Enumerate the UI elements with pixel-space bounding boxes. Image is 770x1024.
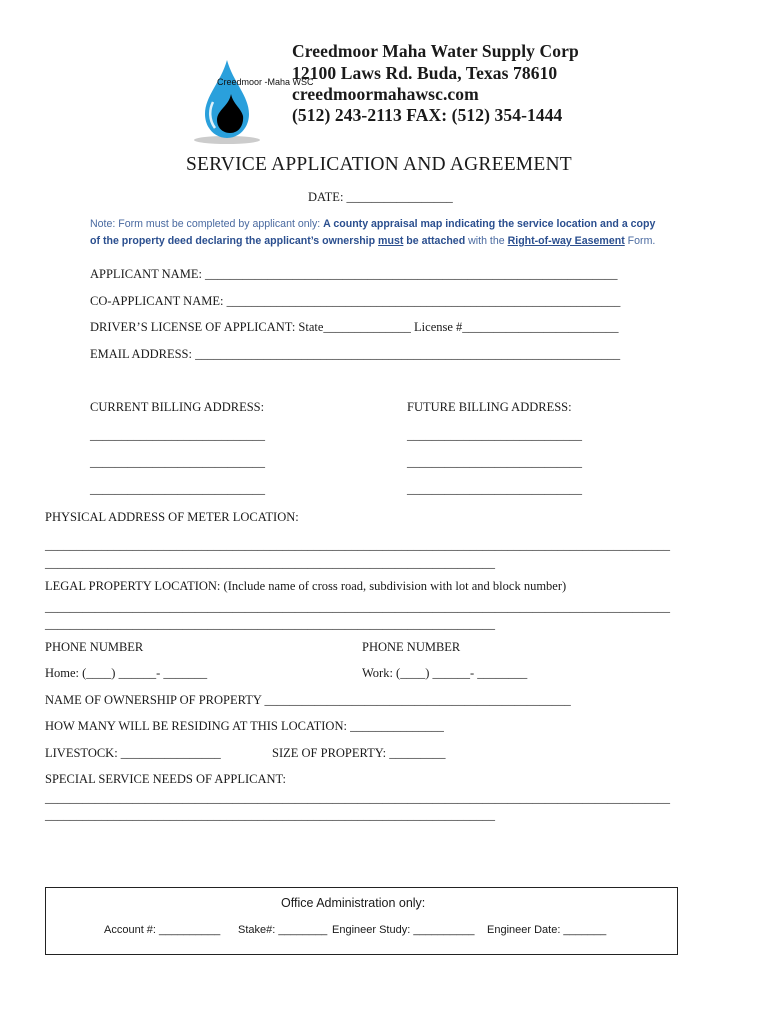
note-easement: Right-of-way Easement xyxy=(507,235,625,247)
note-line-2 xyxy=(90,235,655,247)
office-stake-field[interactable]: Stake#: ________ xyxy=(238,924,328,936)
office-account-field[interactable]: Account #: __________ xyxy=(104,924,221,936)
office-title: Office Administration only: xyxy=(281,896,426,910)
physical-address-label: PHYSICAL ADDRESS OF METER LOCATION: xyxy=(45,510,299,524)
current-billing-line-3[interactable]: ____________________________ xyxy=(90,482,265,496)
work-phone-field[interactable]: Work: (____) ______- ________ xyxy=(362,666,528,680)
logo xyxy=(183,36,314,128)
office-engineer-date-field[interactable]: Engineer Date: _______ xyxy=(487,924,607,936)
special-needs-line-2[interactable]: ________________________________________________________________________ xyxy=(45,808,495,822)
home-phone-field[interactable]: Home: (____) ______- _______ xyxy=(45,666,208,680)
future-billing-line-2[interactable]: ____________________________ xyxy=(407,455,582,469)
applicant-name-field[interactable]: APPLICANT NAME: __________________________________________________________________ xyxy=(90,267,618,281)
org-address: 12100 Laws Rd. Buda, Texas 78610 xyxy=(292,63,558,83)
org-name: Creedmoor Maha Water Supply Corp xyxy=(292,41,579,61)
page-title: SERVICE APPLICATION AND AGREEMENT xyxy=(186,154,572,175)
note-bold-3: be attached xyxy=(403,235,466,247)
date-field[interactable]: DATE: _________________ xyxy=(308,190,453,204)
physical-address-line-1[interactable]: ____________________________________________________________________________________________________ xyxy=(45,538,670,552)
logo-text: Creedmoor -Maha WSC xyxy=(217,77,314,87)
current-billing-line-2[interactable]: ____________________________ xyxy=(90,455,265,469)
special-needs-label: SPECIAL SERVICE NEEDS OF APPLICANT: xyxy=(45,772,286,786)
current-billing-label: CURRENT BILLING ADDRESS: xyxy=(90,400,265,414)
phone-work-label: PHONE NUMBER xyxy=(362,640,461,654)
org-website: creedmoormahawsc.com xyxy=(292,84,479,104)
future-billing-line-3[interactable]: ____________________________ xyxy=(407,482,582,496)
co-applicant-name-field[interactable]: CO-APPLICANT NAME: _______________________________________________________________ xyxy=(90,294,621,308)
legal-property-label: LEGAL PROPERTY LOCATION: (Include name of cross road, subdivision with lot and block number) xyxy=(45,579,567,593)
note-must: must xyxy=(378,235,404,247)
note-bold-2: of the property deed declaring the applicant’s ownership xyxy=(90,235,379,247)
physical-address-line-2[interactable]: ________________________________________________________________________ xyxy=(45,556,495,570)
note-mid: with the xyxy=(465,235,508,247)
office-engineer-study-field[interactable]: Engineer Study: __________ xyxy=(332,924,475,936)
email-field[interactable]: EMAIL ADDRESS: ____________________________________________________________________ xyxy=(90,347,621,361)
legal-property-line-1[interactable]: ____________________________________________________________________________________________________ xyxy=(45,600,670,614)
size-of-property-field[interactable]: SIZE OF PROPERTY: _________ xyxy=(272,746,446,760)
special-needs-line-1[interactable]: ____________________________________________________________________________________________________ xyxy=(45,791,670,805)
org-phones: (512) 243-2113 FAX: (512) 354-1444 xyxy=(292,105,563,125)
ownership-field[interactable]: NAME OF OWNERSHIP OF PROPERTY _________________________________________________ xyxy=(45,693,571,707)
future-billing-label: FUTURE BILLING ADDRESS: xyxy=(407,400,572,414)
legal-property-line-2[interactable]: ________________________________________________________________________ xyxy=(45,617,495,631)
note-suffix: Form. xyxy=(624,235,656,247)
phone-home-label: PHONE NUMBER xyxy=(45,640,144,654)
note-line-1 xyxy=(90,218,655,230)
note-prefix: Note: Form must be completed by applicant only: xyxy=(90,218,324,230)
livestock-field[interactable]: LIVESTOCK: ________________ xyxy=(45,746,221,760)
office-admin-box xyxy=(45,887,678,955)
current-billing-line-1[interactable]: ____________________________ xyxy=(90,428,265,442)
drivers-license-field[interactable]: DRIVER’S LICENSE OF APPLICANT: State______________ License #_________________________ xyxy=(90,320,619,334)
note-bold-1: A county appraisal map indicating the service location and a copy xyxy=(323,218,656,230)
future-billing-line-1[interactable]: ____________________________ xyxy=(407,428,582,442)
water-drop-logo xyxy=(191,54,314,146)
residing-field[interactable]: HOW MANY WILL BE RESIDING AT THIS LOCATION: _______________ xyxy=(45,719,444,733)
